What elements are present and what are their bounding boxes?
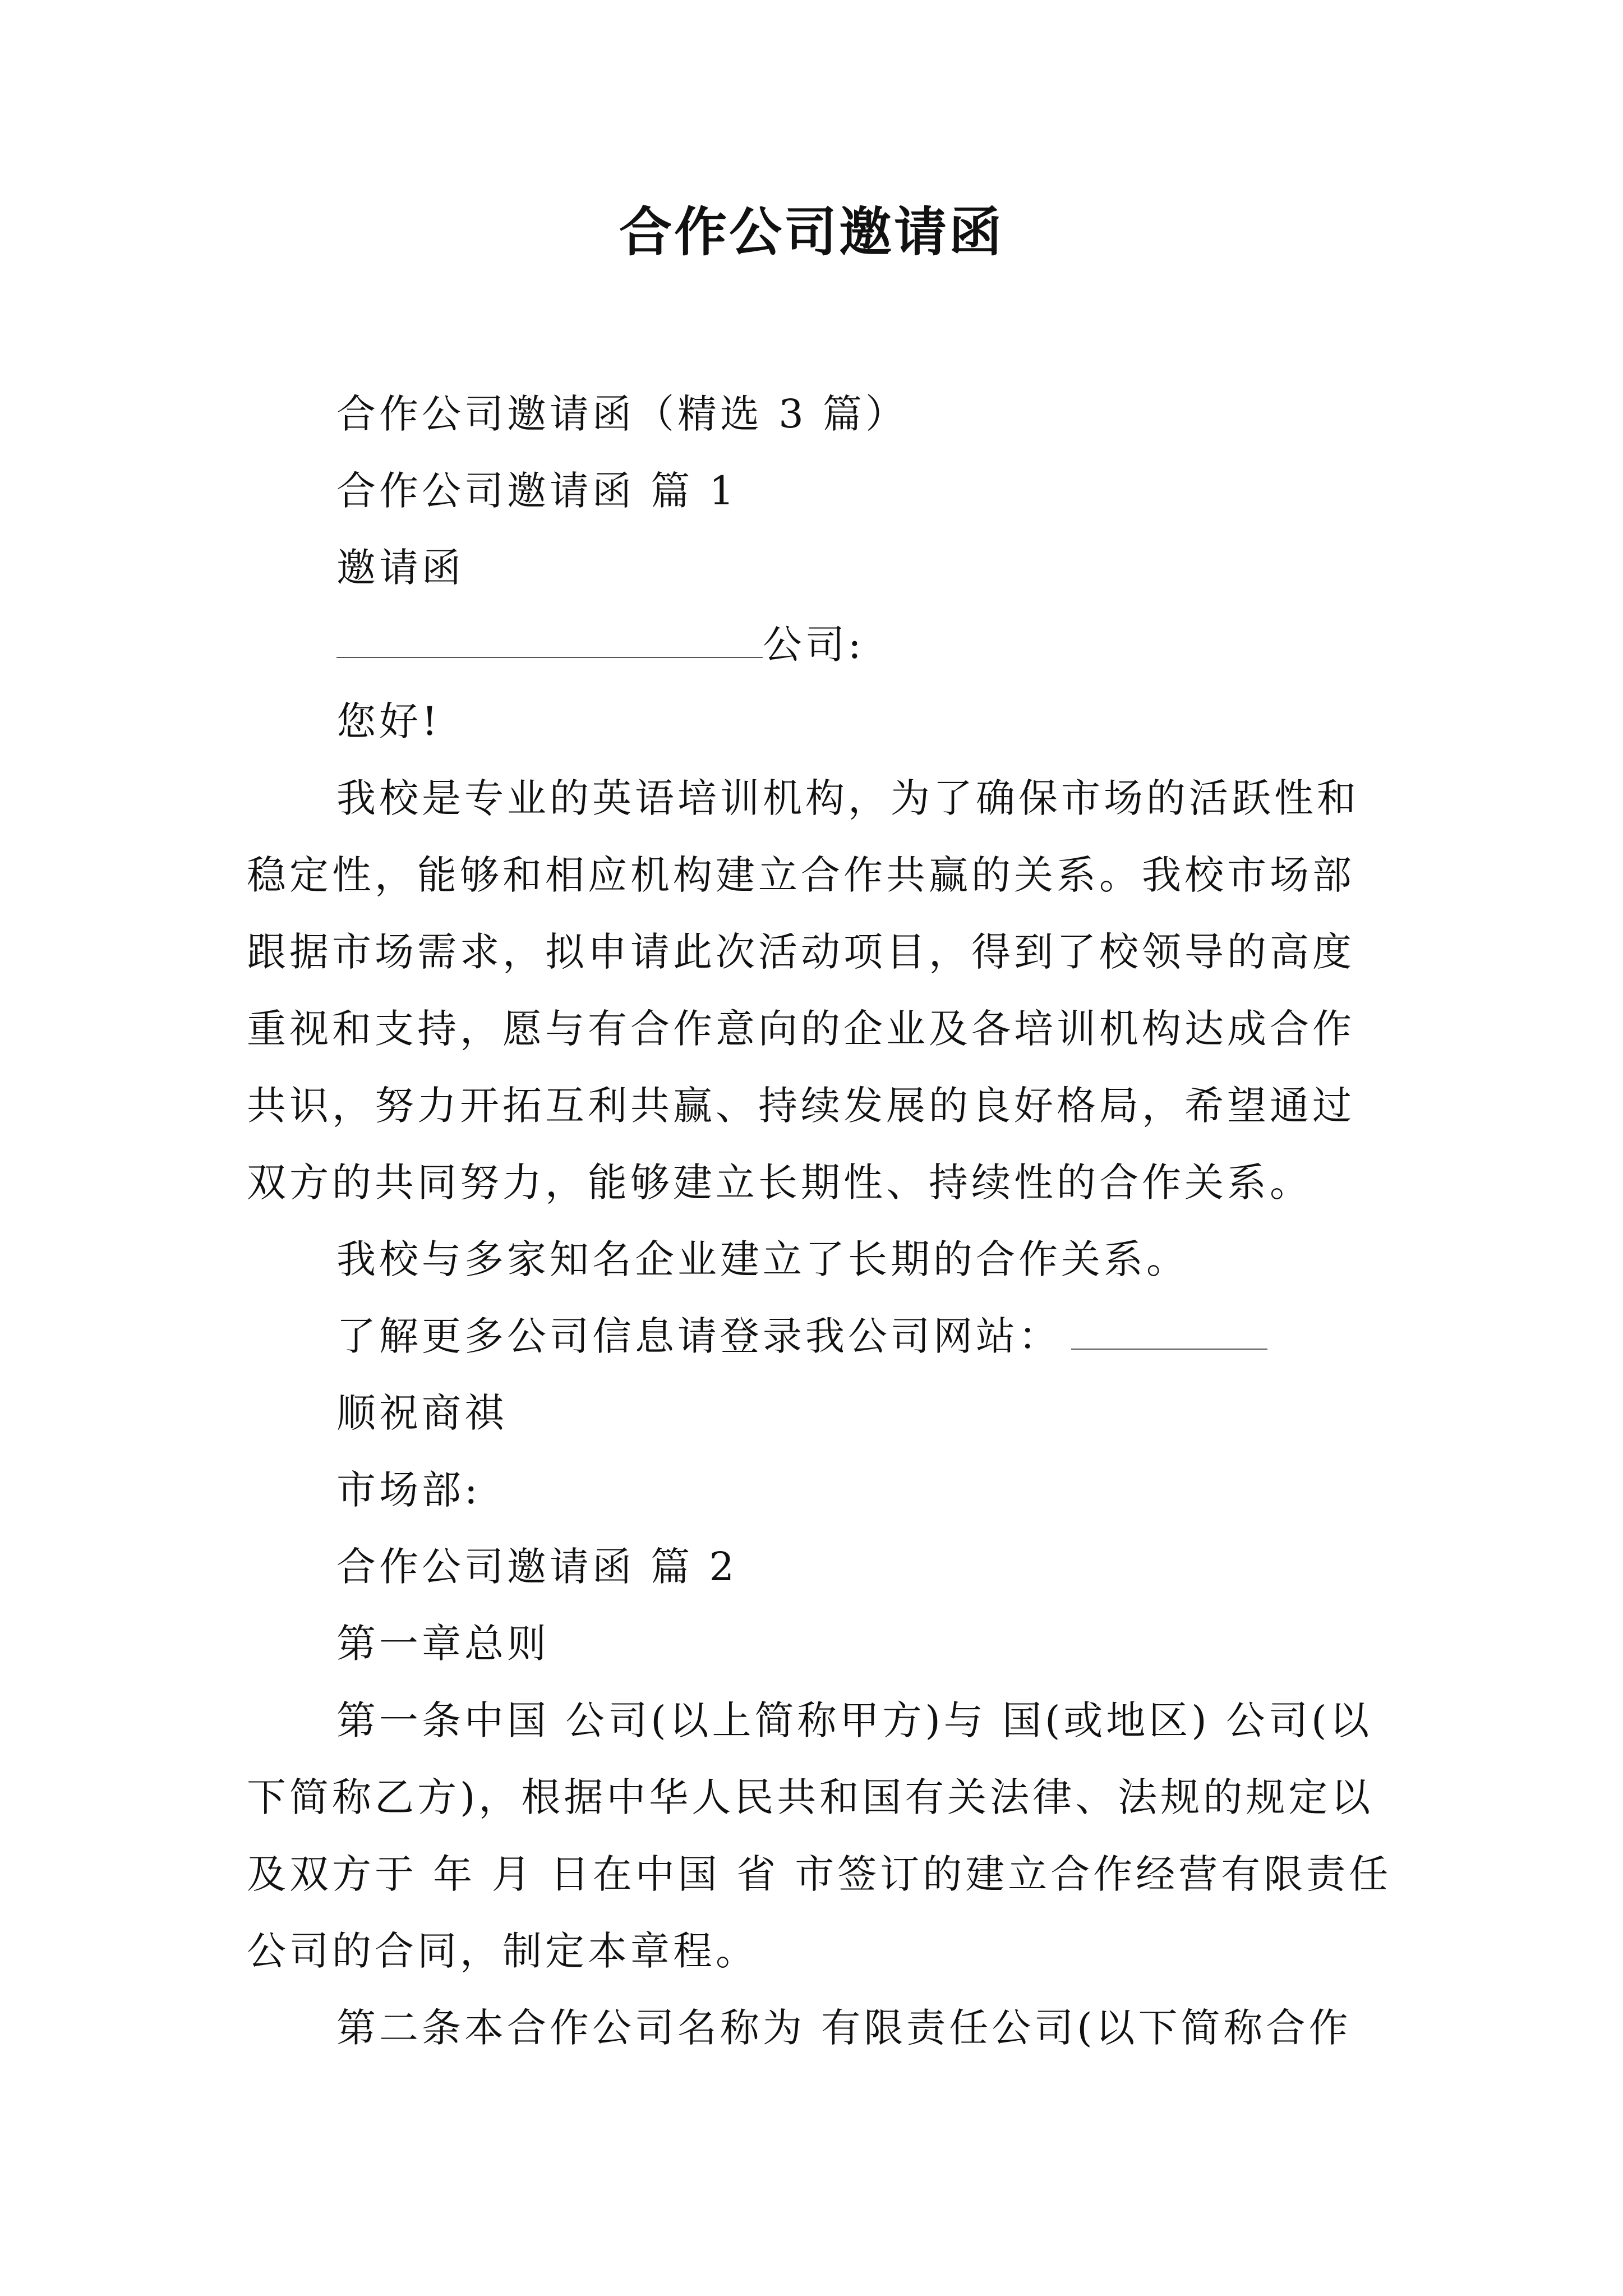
signature: 市场部: <box>336 1467 481 1513</box>
piece1-heading: 合作公司邀请函 篇 1 <box>336 468 738 514</box>
subtitle: 合作公司邀请函（精选 3 篇） <box>336 391 909 437</box>
chapter-1-heading: 第一章总则 <box>336 1621 550 1667</box>
closing: 顺祝商祺 <box>336 1390 507 1436</box>
document-body <box>247 376 1396 2067</box>
website-blank <box>1071 1315 1267 1350</box>
company-name-blank <box>336 623 763 658</box>
addressee-suffix: 公司: <box>763 622 865 668</box>
addressee-line <box>247 606 1396 683</box>
document-title: 合作公司邀请函 <box>619 202 1004 263</box>
article-2: 第二条本合作公司名称为 有限责任公司(以下简称合作 <box>336 2005 1352 2051</box>
paragraph-1: 我校是专业的英语培训机构，为了确保市场的活跃性和稳定性，能够和相应机构建立合作共赢的关系。我校市场部跟据市场需求，拟申请此次活动项目，得到了校领导的高度重视和支持，愿与有合作意向的企业及各培训机构达成合作共识，努力开拓互利共赢、持续发展的良好格局，希望通过双方的共同努力，能够建立长期性、持续性的合作关系。 <box>247 775 1359 1205</box>
piece2-heading: 合作公司邀请函 篇 2 <box>336 1544 738 1590</box>
paragraph-2: 我校与多家知名企业建立了长期的合作关系。 <box>336 1236 1189 1282</box>
greeting: 您好! <box>336 698 441 744</box>
website-line <box>247 1298 1396 1375</box>
letter-heading: 邀请函 <box>336 545 464 591</box>
article-1: 第一条中国 公司(以上简称甲方)与 国(或地区) 公司(以下简称乙方)，根据中华人民共和国有关法律、法规的规定以及双方于 年 月 日在中国 省 市签订的建立合作经营有限责任公司的合同，制定本章程。 <box>247 1697 1392 1974</box>
website-label: 了解更多公司信息请登录我公司网站： <box>336 1313 1061 1359</box>
